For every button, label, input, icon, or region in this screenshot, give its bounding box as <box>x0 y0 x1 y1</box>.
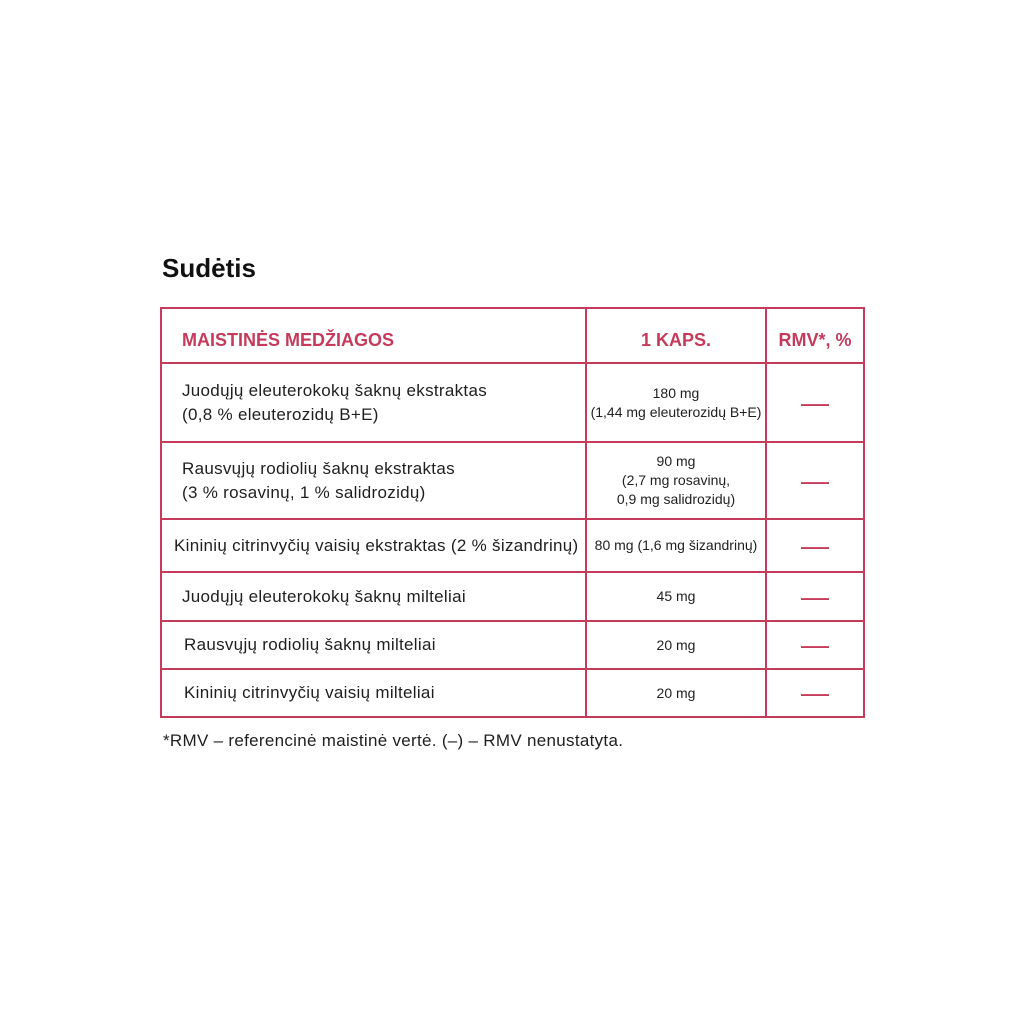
rmv-cell <box>767 573 863 620</box>
header-rmv-cell <box>767 309 863 362</box>
section-title: Sudėtis <box>162 253 256 283</box>
ingredient-text <box>184 681 435 705</box>
rmv-value: — <box>801 629 829 660</box>
ingredient-text <box>182 379 487 427</box>
rmv-value: — <box>801 529 829 561</box>
amount-detail: (2,7 mg rosavinų, <box>621 472 731 488</box>
ingredient-cell <box>162 443 585 518</box>
rmv-cell <box>767 670 863 716</box>
header-ingredient-label: MAISTINĖS MEDŽIAGOS <box>182 329 395 350</box>
ingredient-name: Kininių citrinvyčių vaisių milteliai <box>184 683 435 702</box>
ingredient-cell <box>162 670 585 716</box>
header-ingredient-cell <box>162 309 585 362</box>
amount-cell <box>587 364 765 441</box>
amount-value: 20 mg <box>656 684 696 701</box>
rmv-cell <box>767 520 863 571</box>
ingredient-cell <box>162 622 585 668</box>
amount-value: 180 mg <box>652 384 700 401</box>
amount-value: 20 mg <box>656 636 696 653</box>
amount-cell <box>587 520 765 571</box>
ingredient-name: Juodųjų eleuterokokų šaknų ekstraktas <box>182 380 487 400</box>
rmv-cell <box>767 364 863 441</box>
composition-table <box>160 307 865 718</box>
rmv-value: — <box>801 677 829 708</box>
ingredient-text <box>182 457 455 505</box>
amount-cell <box>587 622 765 668</box>
amount-value: 45 mg <box>656 588 696 604</box>
amount-cell <box>587 670 765 716</box>
ingredient-detail: (0,8 % eleuterozidų B+E) <box>182 404 379 424</box>
ingredient-detail: (3 % rosavinų, 1 % salidrozidų) <box>182 482 426 502</box>
ingredient-cell <box>162 520 585 571</box>
amount-value: 90 mg <box>656 453 696 469</box>
rmv-cell <box>767 443 863 518</box>
header-per-capsule-label: 1 KAPS. <box>640 329 712 350</box>
amount-cell <box>587 443 765 518</box>
rmv-value: — <box>801 464 829 496</box>
rmv-value: — <box>801 580 829 612</box>
ingredient-cell <box>162 573 585 620</box>
footnote: *RMV – referencinė maistinė vertė. (–) – RMV nenustatyta. <box>163 731 624 750</box>
rmv-cell <box>767 622 863 668</box>
ingredient-text <box>182 585 466 609</box>
amount-detail: 0,9 mg salidrozidų) <box>616 491 736 507</box>
ingredient-name: Juodųjų eleuterokokų šaknų milteliai <box>182 586 466 606</box>
ingredient-cell <box>162 364 585 441</box>
ingredient-text <box>184 633 436 657</box>
amount-cell <box>587 573 765 620</box>
rmv-value: — <box>801 386 829 418</box>
amount-value: 80 mg (1,6 mg šizandrinų) <box>594 537 758 553</box>
header-rmv-label: RMV*, % <box>778 329 852 350</box>
ingredient-name: Kininių citrinvyčių vaisių ekstraktas (2 % šizandrinų) <box>174 535 579 555</box>
amount-detail: (1,44 mg eleuterozidų B+E) <box>590 403 762 420</box>
ingredient-name: Rausvųjų rodiolių šaknų ekstraktas <box>182 458 455 478</box>
header-per-capsule-cell <box>587 309 765 362</box>
ingredient-name: Rausvųjų rodiolių šaknų milteliai <box>184 635 436 654</box>
ingredient-text <box>174 534 579 558</box>
